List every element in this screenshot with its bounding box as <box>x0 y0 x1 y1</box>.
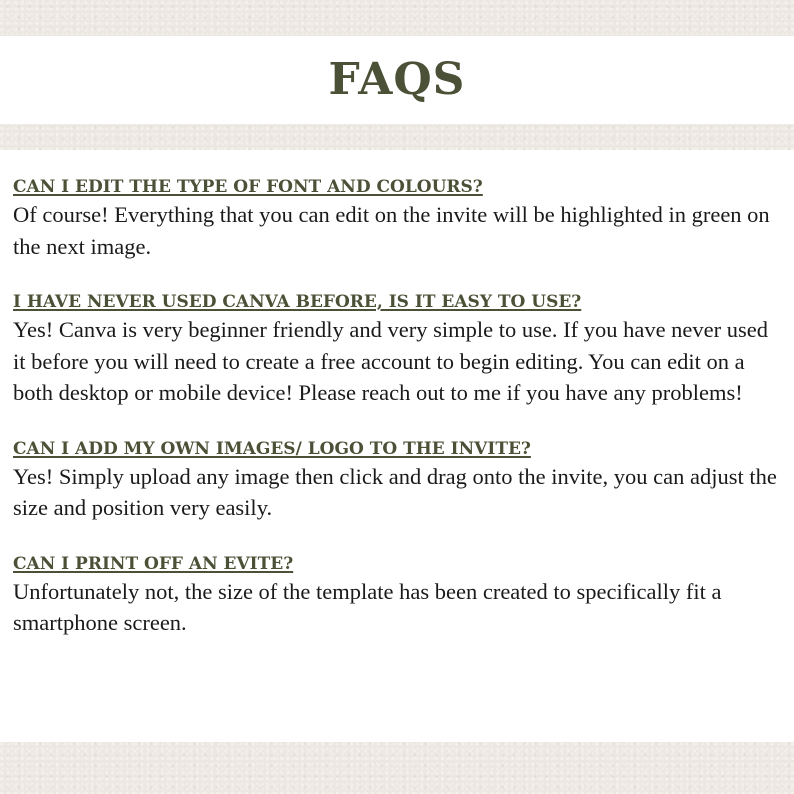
faq-question: CAN I EDIT THE TYPE OF FONT AND COLOURS? <box>13 177 483 197</box>
faq-item-add-images <box>13 438 785 524</box>
faq-answer: Yes! Simply upload any image then click and drag onto the invite, you can adjust the size and position very easily. <box>13 463 777 520</box>
title-banner <box>0 36 794 124</box>
faq-item-print-evite <box>13 553 785 639</box>
faq-question: CAN I ADD MY OWN IMAGES/ LOGO TO THE INVITE? <box>13 438 531 459</box>
faq-answer: Yes! Canva is very beginner friendly and very simple to use. If you have never used it before you will need to create a free account to begin editing. You can edit on a both desktop or mobile device! Please reach out to me if you have any problems! <box>13 317 769 405</box>
faq-item-edit-font <box>13 176 785 262</box>
faq-item-canva-easy <box>13 291 785 409</box>
page-title: FAQS <box>328 54 466 105</box>
faq-panel <box>0 150 794 742</box>
faq-question: I HAVE NEVER USED CANVA BEFORE, IS IT EASY TO USE? <box>13 292 582 312</box>
faq-answer: Of course! Everything that you can edit on the invite will be highlighted in green on the next image. <box>13 202 770 259</box>
faq-answer: Unfortunately not, the size of the template has been created to specifically fit a smartphone screen. <box>13 578 722 635</box>
faq-question: CAN I PRINT OFF AN EVITE? <box>13 553 294 574</box>
faq-list <box>13 176 785 668</box>
